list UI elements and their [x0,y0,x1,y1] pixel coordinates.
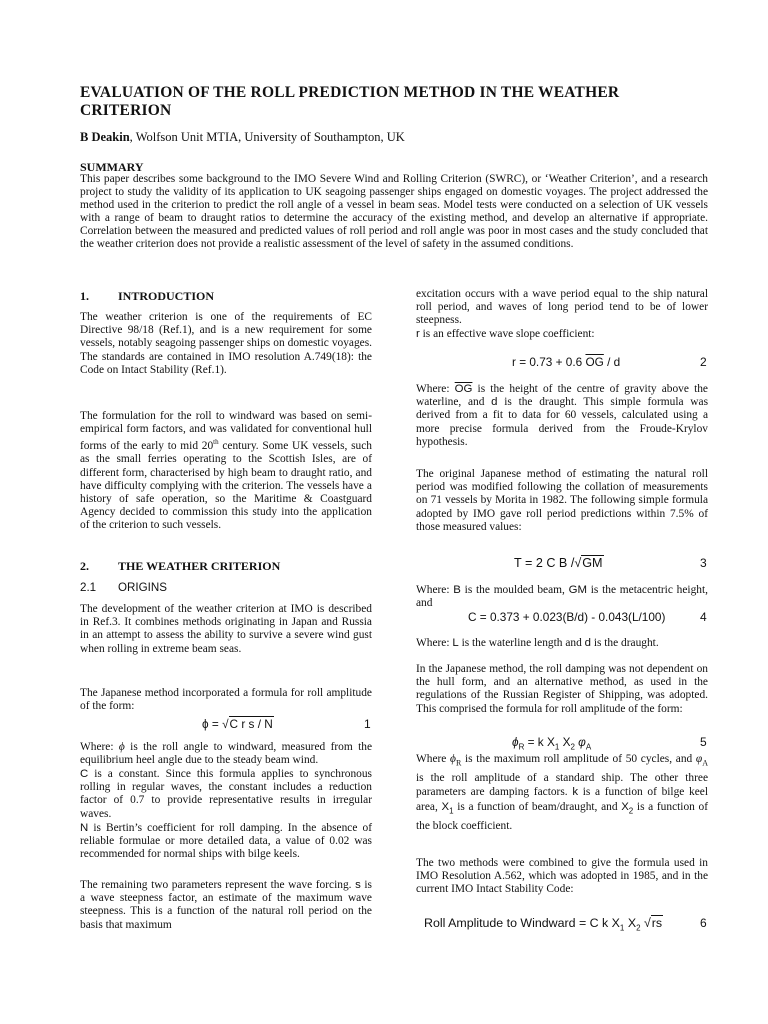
eq-radicand: GM [582,556,603,570]
where-paragraph-1 [80,741,372,767]
equation-5 [512,735,591,751]
d-symbol: d [584,637,591,649]
n-symbol: N [80,822,89,834]
subsection-title: ORIGINS [118,581,167,594]
gm-symbol: GM [568,584,587,596]
phi-symbol: ϕ [118,741,125,753]
section-number: 2. [80,559,89,573]
eq-sub: 1 [554,742,560,752]
author-name: B Deakin [80,130,130,144]
eq-part: / d [603,355,621,369]
text-run: is the roll amplitude of a standard ship. The other three parameters are damping factors. [416,771,708,799]
equation-6-number: 6 [700,916,707,930]
where-paragraph-3 [416,584,708,610]
text-run: is a function of bilge keel area, [416,786,708,814]
bertin-paragraph [80,822,372,862]
subsection-number: 2.1 [80,581,97,594]
text-run: Where: [416,383,455,395]
origins-paragraph-2: The Japanese method incorporated a formula for roll amplitude of the form: [80,687,372,713]
eq-part: X [624,916,637,930]
constant-c-paragraph [80,768,372,821]
eq-part: X [559,735,571,749]
intro-paragraph-2 [80,410,372,533]
text-run: is an effective wave slope coefficient: [419,328,595,340]
sub: 1 [449,806,454,816]
c-symbol: C [80,768,89,780]
text-run: is the draught. [590,637,659,649]
text-run: The formulation for the roll to windward was based on semi-empirical form factors, and was validated for conventional hull forms of the early to mid 20 [80,410,372,453]
text-run: is the moulded beam, [460,584,569,596]
eq-sub: 1 [619,923,625,933]
text-run: is the metacentric height, and [416,584,708,610]
eq-sub: 2 [570,742,575,752]
eq-radicand: rs [651,916,663,930]
equation-4: C = 0.373 + 0.023(B/d) - 0.043(L/100) [468,610,666,624]
equation-1: ϕ = √C r s / N [202,717,273,731]
eq-sub: R [518,742,525,752]
equation-6: Roll Amplitude to Windward = C k $X_1$ $X_2$ √rs [424,916,663,933]
b-symbol: B [453,584,461,596]
text-run: is a wave steepness factor, an estimate of the maximum wave steepness. This is a function of the natural roll period on the basis that maximum [80,879,372,931]
text-run: is a constant. Since this formula applies to synchronous rolling in regular waves, the constant includes a reduction factor of 0.7 to provide representative results in irregular waves. [80,768,372,820]
text-run: is a function of beam/draught, and [453,801,622,814]
eq-sub: A [585,742,592,752]
phi-symbol: φ [695,753,703,765]
where-paragraph-5 [416,752,708,834]
x1-symbol: X [441,801,450,814]
summary-heading: SUMMARY [80,160,144,174]
eq-part: r = 0.73 + 0.6 [512,355,586,369]
text-run: Where [416,753,451,765]
roll-period-paragraph: The original Japanese method of estimating the natural roll period was modified following the collation of measurements on 71 vessels by Morita in 1982. The following simple formula adopted by IMO gave roll period predictions within 7.5% of those measured values: [416,468,708,533]
section-number: 1. [80,289,89,303]
equation-1-number: 1 [364,717,371,731]
og-symbol: $\overline{OG}$ [585,355,604,369]
equation-3: T = 2 C B /√GM [514,556,603,570]
superscript: th [213,438,219,447]
subsection-2-1-heading [80,581,372,595]
k-symbol: k [572,786,579,799]
text-run: The remaining two parameters represent the wave forcing. [80,879,356,891]
equation-4-number: 4 [700,610,707,624]
wave-forcing-paragraph [80,879,372,932]
author-affiliation: , Wolfson Unit MTIA, University of Southampton, UK [129,130,405,144]
eq-sub: 2 [636,923,641,933]
r-symbol: r [416,328,420,340]
section-2-heading [80,560,372,574]
eq-part: = k X [524,735,555,749]
intro-paragraph-1: The weather criterion is one of the requirements of EC Directive 98/18 (Ref.1), and is a new requirement for some vessels, notably seagoing passenger ships on domestic voyages. The standards are contained in IMO resolution A.749(18): the Code on Intact Stability (Ref.1). [80,311,372,376]
text-run: century. Some UK vessels, such as the small ferries operating to the Scottish Isles, are of different form, characterised by high beam to draught ratio, and have difficulty complying with the criterion. The vessels have a history of safe operation, so the Maritime & Coastguard Agency decided to commission this study into the application of the criterion to such vessels. [80,440,372,532]
equation-3-number: 3 [700,556,707,570]
r-definition [416,328,708,341]
section-1-heading [80,290,372,304]
section-title: INTRODUCTION [118,289,215,303]
where-paragraph-4 [416,637,708,650]
summary-text: This paper describes some background to the IMO Severe Wind and Rolling Criterion (SWRC), or ‘Weather Criterion’, and a research project to study the validity of its application to UK seagoing passenger ships engaged on domestic voyages. The project addressed the method used in the criterion to predict the roll angle of a vessel in beam seas. Model tests were conducted on a selection of UK vessels with a range of beam to draught ratios to determine the accuracy of the existing method, and develop an alternative if appropriate. Correlation between the measured and predicted values of roll period and roll angle was poor in most cases and the study concluded that the weather criterion does not provide a realistic assessment of the level of safety in the assumed conditions. [80,173,708,251]
text-run: Where: [416,637,453,649]
sub: A [702,758,708,768]
text-run: is the draught. This simple formula was derived from a fit to data for 60 vessels, calculated using a more precise formula derived from the Froude-Krylov hypothesis. [416,396,709,448]
author-line [80,130,405,145]
eq-lhs: ϕ = [202,717,223,731]
l-symbol: L [452,637,459,649]
s-symbol: s [355,879,361,891]
equation-2-number: 2 [700,355,707,369]
where-paragraph-2 [416,383,708,449]
sub: R [455,758,462,768]
phi-symbol: ϕ [450,753,456,765]
text-run: Where: [80,741,119,753]
text-run: is the height of the centre of gravity above the waterline, and [416,383,708,409]
og-symbol: $\overline{OG}$ [454,383,473,395]
d-symbol: d [491,396,498,409]
text-run: is the roll angle to windward, measured from the equilibrium heel angle due to the steady beam wind. [80,741,372,767]
equation-5-number: 5 [700,735,707,749]
damping-paragraph: In the Japanese method, the roll damping was not dependent on the hull form, and an alternative method, as used in the regulations of the Russian Register of Shipping, was adopted. This comprised the formula for roll amplitude of the form: [416,663,708,715]
eq-part: Roll Amplitude to Windward = C k X [424,916,620,930]
equation-2 [512,355,620,369]
eq-radicand: C r s / N [229,717,273,731]
text-run: is the maximum roll amplitude of 50 cycles, and [461,753,696,765]
text-run: is a function of the block coefficient. [416,801,708,832]
eq-symbol: φ [574,735,586,749]
section-title: THE WEATHER CRITERION [118,559,281,573]
sub: 2 [628,806,634,816]
paper-title: EVALUATION OF THE ROLL PREDICTION METHOD IN THE WEATHER CRITERION [80,84,620,119]
text-run: is Bertin’s coefficient for roll damping. In the absence of reliable formulae or more detailed data, a value of 0.02 was recommended for normal ships with bilge keels. [80,822,372,861]
origins-paragraph-1: The development of the weather criterion at IMO is described in Ref.3. It combines methods originating in Japan and Russia in an attempt to assess the ability to survive a severe wind gust when rolling in extreme beam seas. [80,603,372,655]
eq-part: T = 2 C B / [514,556,575,570]
eq-symbol: ϕ [512,735,519,749]
excitation-paragraph: excitation occurs with a wave period equal to the ship natural roll period, and waves of long period tend to be of lower steepness. [416,288,708,327]
text-run: Where: [416,584,454,596]
x2-symbol: X [621,801,629,814]
combined-methods-paragraph: The two methods were combined to give the formula used in IMO Resolution A.562, which was adopted in 1985, and in the current IMO Intact Stability Code: [416,857,708,896]
text-run: is the waterline length and [458,637,585,649]
